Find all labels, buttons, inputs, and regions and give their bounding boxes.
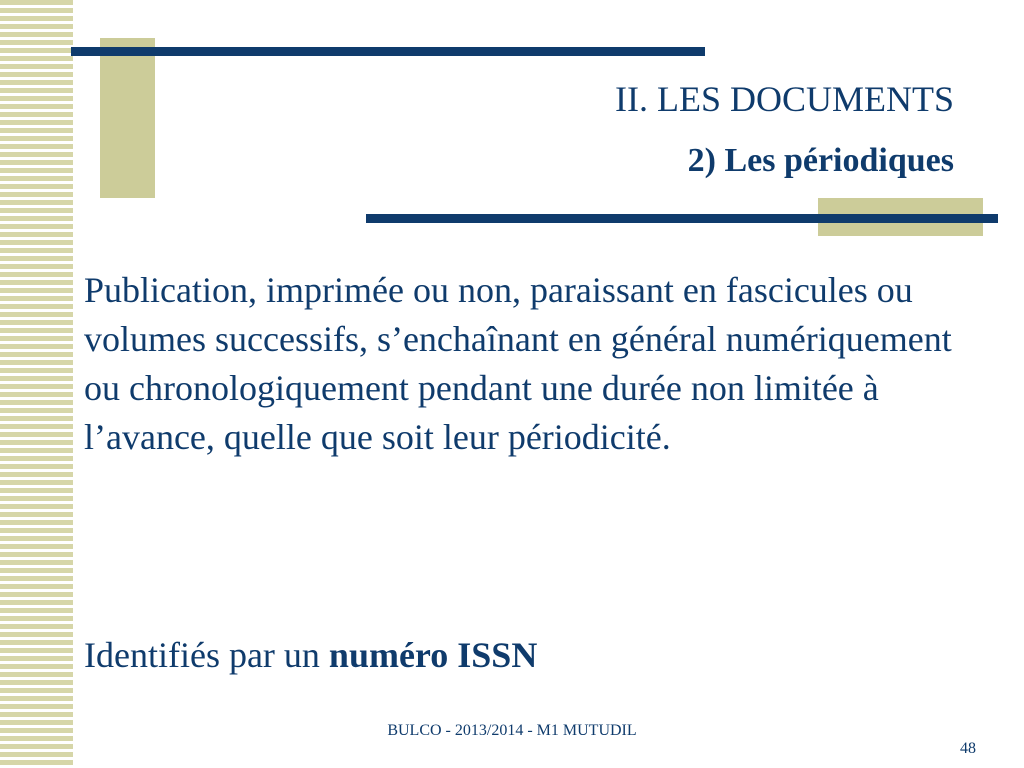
left-stripe-decoration [0, 0, 73, 768]
issn-emphasis: numéro ISSN [328, 635, 538, 675]
definition-paragraph: Publication, imprimée ou non, paraissant en fascicules ou volumes successifs, s’enchaînant en général numériquement ou chronologiquement pendant une durée non limitée à l’avance, quelle que soit leur périodicité. [84, 270, 952, 457]
top-accent-block [100, 38, 155, 198]
slide-subtitle: 2) Les périodiques [687, 142, 954, 179]
slide-title: II. LES DOCUMENTS [615, 79, 954, 119]
bottom-rule-line [366, 214, 998, 223]
top-rule-line [71, 47, 705, 56]
slide-footer: BULCO - 2013/2014 - M1 MUTUDIL [387, 722, 637, 739]
issn-prefix-text: Identifiés par un [84, 635, 329, 675]
issn-statement [84, 631, 537, 680]
page-number: 48 [960, 740, 976, 757]
